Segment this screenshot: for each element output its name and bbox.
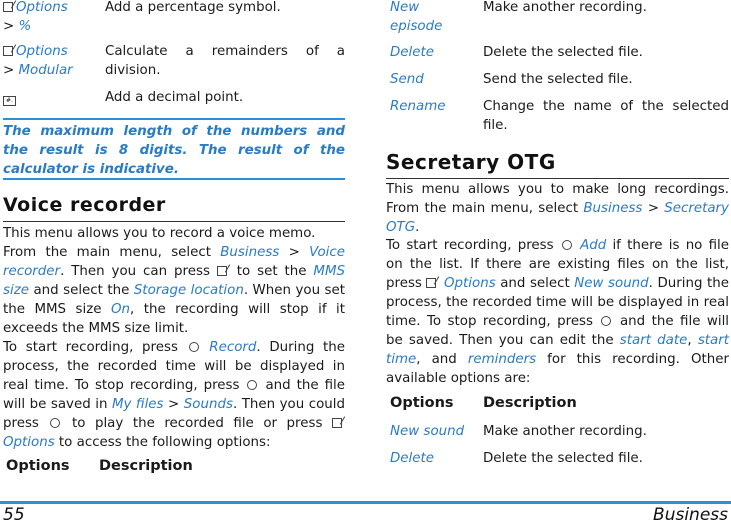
option-desc-delete-2: Delete the selected file. [483,451,643,466]
table-header-options: Options [390,395,454,411]
option-label-modular [3,42,93,80]
ok-key-icon [562,240,572,250]
option-new-episode: New episode [390,0,443,34]
voice-recorder-recording: To start recording, press Record. During the process, the recorded time will be displayed in real time. To stop recording, press and the file will be saved in My files > Sounds. Then you could press to play the recorded file or press Options to access the following options: [3,340,345,450]
percent-label: % [18,19,32,34]
option-new-sound: New sound [390,424,465,439]
on-link: On [110,302,130,317]
sounds-link: Sounds [183,397,233,412]
heading-rule [386,178,729,179]
record-link: Record [209,340,257,355]
option-desc-rename: Change the name of the selected file. [483,99,729,133]
option-delete-2: Delete [390,451,434,466]
new-sound-link: New sound [574,276,649,291]
voice-recorder-heading: Voice recorder [3,194,166,216]
business-link: Business [583,201,643,216]
table-header-options: Options [6,458,70,474]
voice-recorder-instructions: From the main menu, select Business > Voice recorder. Then you can press to set the MMS size and select the Storage location. When you set the MMS size On, the recording will stop if it exceeds the MMS size limit. [3,245,345,336]
option-desc-percent: Add a percentage symbol. [105,0,281,15]
table-header-description: Description [99,458,193,474]
ok-key-icon [189,342,199,352]
section-title: Business [653,505,728,525]
secretary-otg-instructions: To start recording, press Add if there is no file on the list. If there are existing files on the list, press Options and select New sound. During the process, the recorded time will be displayed in real time. To stop recording, press and the file will be saved. Then you can edit the start date, start time, and reminders for this recording. Other available options are: [386,238,730,386]
option-desc-new-sound: Make another recording. [483,424,647,439]
start-time-link: start time [386,333,730,367]
secretary-otg-link: Secretary OTG [386,201,729,235]
softkey-icon [3,46,13,56]
option-desc-delete: Delete the selected file. [483,45,643,60]
ok-key-icon [247,380,257,390]
reminders-link: reminders [467,352,537,367]
option-rename: Rename [390,99,446,114]
options-label: Options [16,44,68,59]
softkey-icon [426,278,436,288]
heading-rule [3,221,345,222]
storage-location-link: Storage location [133,283,244,298]
options-link: Options [444,276,496,291]
secretary-otg-intro: This menu allows you to make long recordings. From the main menu, select Business > Secretary OTG. [386,182,729,235]
option-desc-decimal: Add a decimal point. [105,90,244,105]
options-label: Options [16,0,68,15]
modular-label: Modular [18,63,73,78]
mms-size-link: MMS size [3,264,345,298]
options-link: Options [3,435,55,450]
my-files-link: My files [111,397,164,412]
start-date-link: start date [619,333,688,348]
page-number: 55 [3,505,25,525]
table-header-description: Description [483,395,577,411]
softkey-icon [3,2,13,12]
footer-rule [0,501,731,504]
gt-symbol: > [3,19,15,34]
add-link: Add [580,238,607,253]
voice-recorder-intro: This menu allows you to record a voice memo. [3,226,316,241]
max-length-note: The maximum length of the numbers and the result is 8 digits. The result of the calculator is indicative. [3,118,345,179]
voice-recorder-link: Voice recorder [3,245,345,279]
note-divider [3,178,345,180]
decimal-key-icon: #. [3,96,16,106]
ok-key-icon [601,316,611,326]
option-desc-modular: Calculate a remainders of a division. [105,44,345,78]
softkey-icon [332,418,342,428]
option-desc-send: Send the selected file. [483,72,633,87]
gt-symbol: > [3,63,15,78]
ok-key-icon [50,418,60,428]
softkey-icon [217,266,227,276]
option-label-percent [3,0,93,36]
option-desc-new-episode: Make another recording. [483,0,647,15]
option-label-decimal [3,88,93,107]
option-delete: Delete [390,45,434,60]
option-send: Send [390,72,424,87]
business-link: Business [220,245,280,260]
secretary-otg-heading: Secretary OTG [386,150,556,174]
